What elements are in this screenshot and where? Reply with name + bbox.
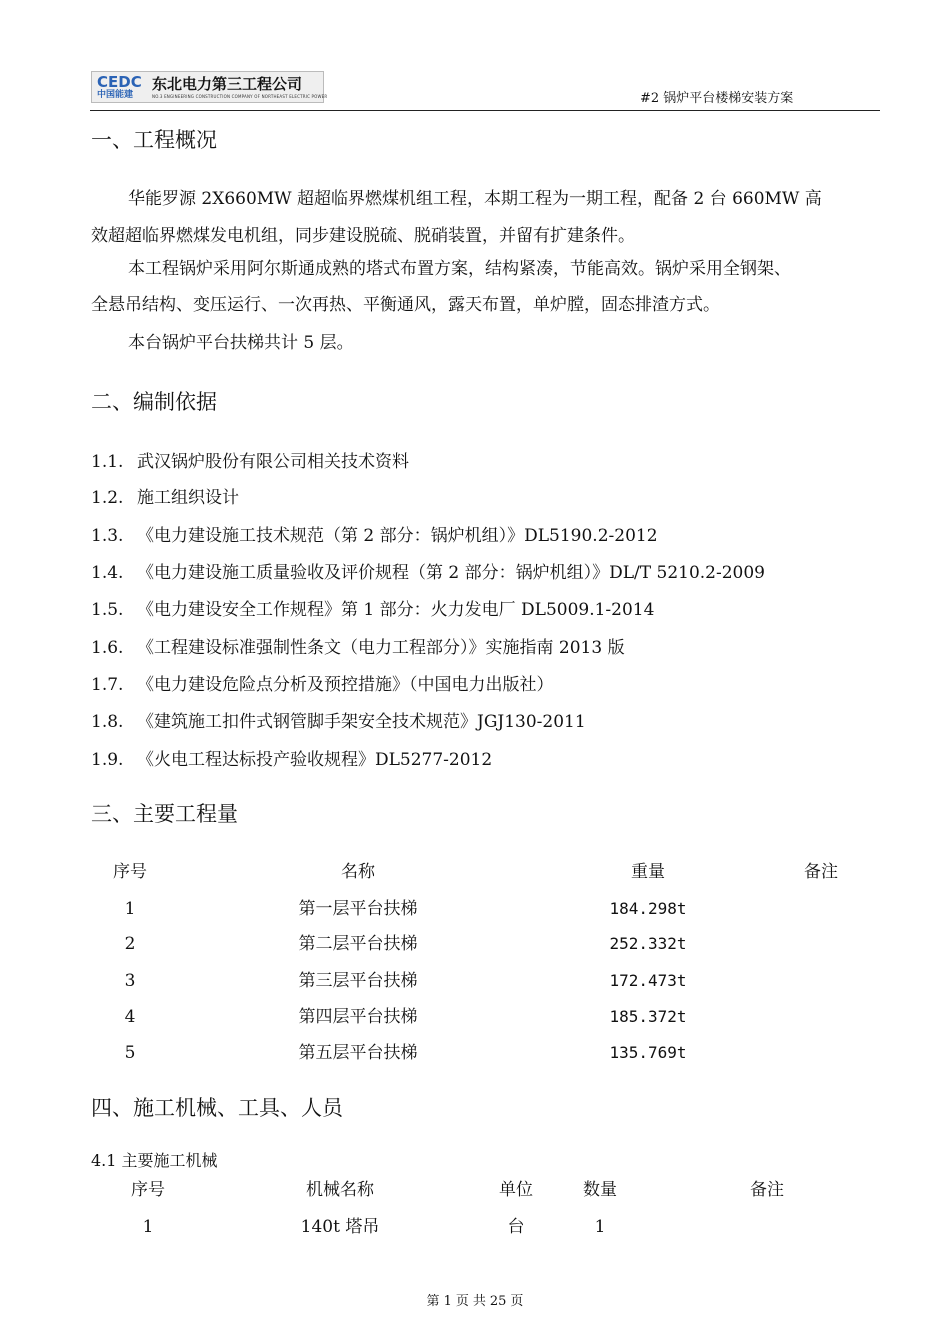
logo-mark: CEDC	[97, 73, 142, 91]
table-cell-weight: 252.332t	[609, 934, 687, 953]
reference-item	[91, 673, 554, 697]
section-4-1-heading: 4.1 主要施工机械	[91, 1151, 218, 1170]
reference-item	[91, 486, 239, 510]
table-cell-index: 2	[124, 934, 136, 954]
machinery-cell-index: 1	[142, 1217, 154, 1237]
footer-ye: 页	[455, 1294, 469, 1309]
reference-number: 1.4.	[91, 563, 124, 583]
reference-item	[91, 748, 492, 772]
table-cell-weight: 172.473t	[609, 971, 687, 990]
reference-number: 1.7.	[91, 675, 124, 695]
reference-item	[91, 524, 658, 548]
section-1-para-2-line-2: 全悬吊结构、变压运行、一次再热、平衡通风，露天布置，单炉膛，固态排渣方式。	[91, 295, 720, 315]
reference-number: 1.8.	[91, 712, 124, 732]
table-cell-name: 第一层平台扶梯	[298, 899, 418, 919]
table-cell-weight: 185.372t	[609, 1007, 687, 1026]
table-header-weight: 重量	[631, 862, 665, 882]
section-1-heading: 一、工程概况	[91, 128, 217, 152]
page-footer	[0, 1293, 950, 1311]
section-1-para-1-line-2: 效超超临界燃煤发电机组，同步建设脱硫、脱硝装置，并留有扩建条件。	[91, 226, 635, 246]
table-cell-index: 4	[124, 1007, 136, 1027]
header-divider	[90, 110, 880, 111]
footer-total-pages: 25	[489, 1294, 507, 1309]
machinery-cell-quantity: 1	[594, 1217, 606, 1237]
footer-di: 第	[426, 1294, 440, 1309]
footer-page-number: 1	[443, 1294, 452, 1309]
document-header-title: #2 锅炉平台楼梯安装方案	[640, 91, 794, 106]
reference-item	[91, 450, 409, 474]
reference-item	[91, 710, 586, 734]
reference-number: 1.2.	[91, 488, 124, 508]
table-cell-weight: 184.298t	[609, 899, 687, 918]
table-cell-index: 3	[124, 971, 136, 991]
reference-number: 1.9.	[91, 750, 124, 770]
logo-company-name: 东北电力第三工程公司	[152, 75, 303, 93]
machinery-header-quantity: 数量	[583, 1180, 617, 1200]
reference-text: 《电力建设危险点分析及预控措施》（中国电力出版社）	[137, 675, 554, 695]
reference-text: 《电力建设施工技术规范（第 2 部分：锅炉机组）》DL5190.2-2012	[137, 526, 658, 546]
reference-number: 1.5.	[91, 600, 124, 620]
reference-text: 施工组织设计	[137, 488, 239, 508]
reference-text: 武汉锅炉股份有限公司相关技术资料	[137, 452, 409, 472]
table-header-remark: 备注	[804, 862, 838, 882]
table-header-name: 名称	[341, 862, 375, 882]
section-2-heading: 二、编制依据	[91, 390, 217, 414]
reference-number: 1.6.	[91, 638, 124, 658]
table-cell-name: 第二层平台扶梯	[298, 934, 418, 954]
reference-text: 《电力建设安全工作规程》第 1 部分：火力发电厂 DL5009.1-2014	[137, 600, 655, 620]
logo-mark-subtitle: 中国能建	[97, 90, 134, 100]
reference-text: 《建筑施工扣件式钢管脚手架安全技术规范》JGJ130-2011	[137, 712, 586, 732]
logo-company-english: NO.3 ENGINEERING CONSTRUCTION COMPANY OF NORTHEAST ELECTRIC POWER	[152, 94, 328, 99]
section-3-heading: 三、主要工程量	[91, 802, 238, 826]
reference-text: 《电力建设施工质量验收及评价规程（第 2 部分：锅炉机组）》DL/T 5210.2-2009	[137, 563, 766, 583]
table-header-index: 序号	[113, 862, 147, 882]
reference-item	[91, 561, 765, 585]
footer-ye2: 页	[510, 1294, 524, 1309]
footer-gong: 共	[472, 1294, 486, 1309]
table-cell-index: 1	[124, 899, 136, 919]
reference-text: 《工程建设标准强制性条文（电力工程部分）》实施指南 2013 版	[137, 638, 625, 658]
section-1-para-3: 本台锅炉平台扶梯共计 5 层。	[128, 333, 354, 353]
machinery-header-index: 序号	[131, 1180, 165, 1200]
section-1-para-1-line-1: 华能罗源 2X660MW 超超临界燃煤机组工程，本期工程为一期工程，配备 2 台 660MW 高	[128, 189, 822, 209]
reference-item	[91, 598, 654, 622]
reference-number: 1.3.	[91, 526, 124, 546]
reference-number: 1.1.	[91, 452, 124, 472]
section-4-heading: 四、施工机械、工具、人员	[91, 1096, 343, 1120]
machinery-cell-unit: 台	[507, 1217, 525, 1237]
table-cell-name: 第三层平台扶梯	[298, 971, 418, 991]
machinery-cell-name: 140t 塔吊	[300, 1217, 380, 1237]
table-cell-weight: 135.769t	[609, 1043, 687, 1062]
table-cell-index: 5	[124, 1043, 136, 1063]
reference-text: 《火电工程达标投产验收规程》DL5277-2012	[137, 750, 493, 770]
machinery-header-name: 机械名称	[306, 1180, 374, 1200]
table-cell-name: 第五层平台扶梯	[298, 1043, 418, 1063]
machinery-header-unit: 单位	[499, 1180, 533, 1200]
company-logo	[91, 71, 328, 103]
reference-item	[91, 636, 625, 660]
machinery-header-remark: 备注	[750, 1180, 784, 1200]
section-1-para-2-line-1: 本工程锅炉采用阿尔斯通成熟的塔式布置方案，结构紧凑，节能高效。锅炉采用全钢架、	[128, 259, 791, 279]
table-cell-name: 第四层平台扶梯	[298, 1007, 418, 1027]
